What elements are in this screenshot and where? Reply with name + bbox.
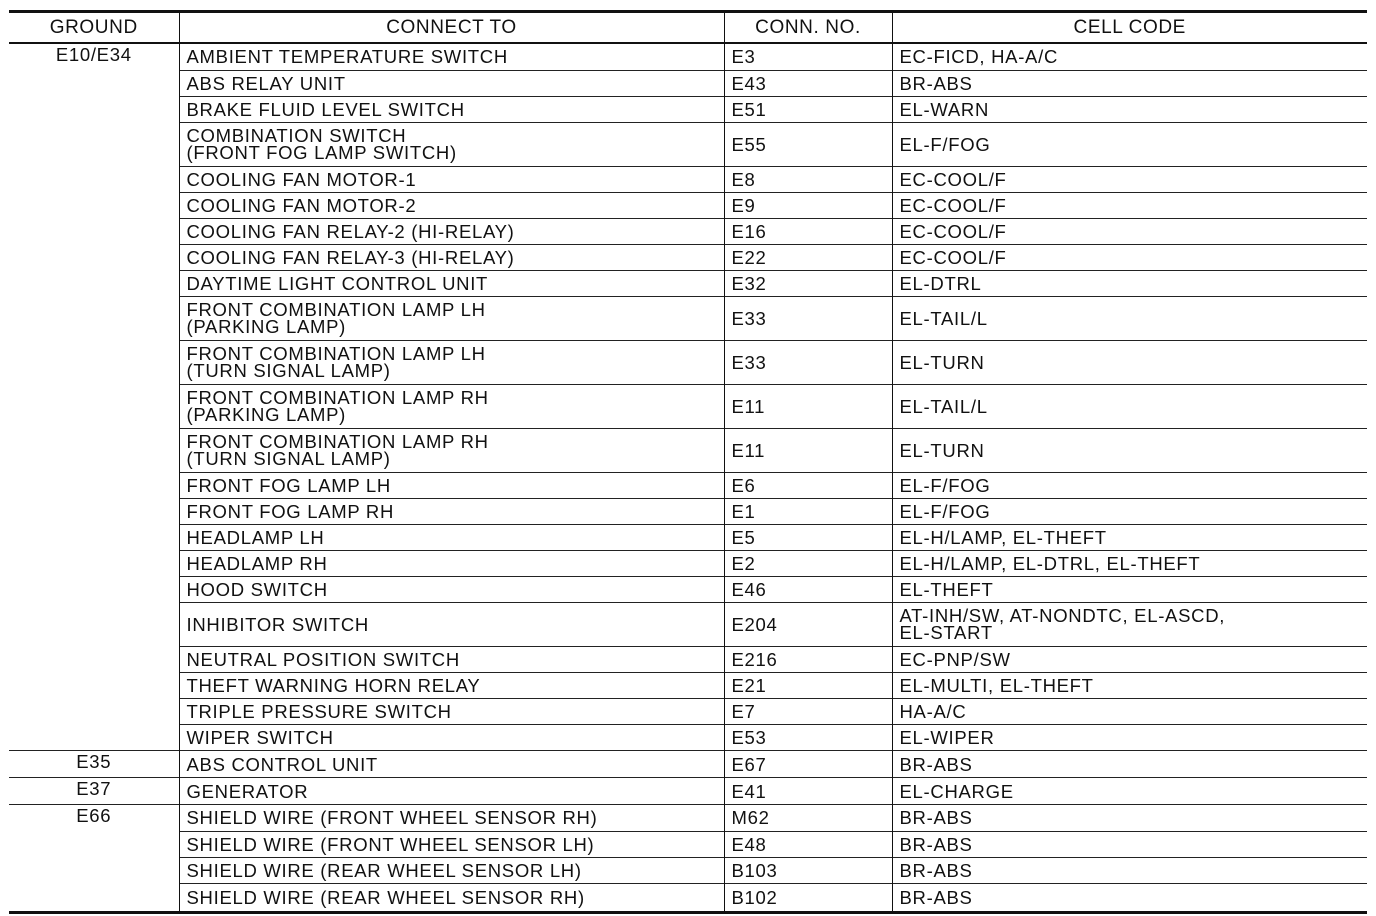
cell-code-cell xyxy=(892,724,1367,751)
cell-code-cell xyxy=(892,218,1367,244)
cell-code-cell xyxy=(892,698,1367,724)
conn-no-cell xyxy=(724,218,892,244)
ground-code: E66 xyxy=(76,805,112,826)
cell-code-cell xyxy=(892,96,1367,122)
ground-cell xyxy=(9,602,179,646)
connect-to-text: AMBIENT TEMPERATURE SWITCH xyxy=(186,46,508,68)
table-row xyxy=(9,384,1367,428)
connect-to-text: FRONT FOG LAMP LH xyxy=(186,474,391,496)
connect-to-cell xyxy=(179,602,724,646)
connect-to-cell xyxy=(179,524,724,550)
connect-to-text: (PARKING LAMP) xyxy=(186,404,347,425)
conn-no-cell xyxy=(724,498,892,524)
cell-code-text: BR-ABS xyxy=(899,833,973,855)
ground-cell xyxy=(9,672,179,698)
ground-code: E10/E34 xyxy=(55,44,132,65)
cell-code-text: EL-WARN xyxy=(899,98,990,120)
connect-to-text: SHIELD WIRE (FRONT WHEEL SENSOR LH) xyxy=(186,833,595,855)
cell-code-cell xyxy=(892,122,1367,166)
conn-no-text: B102 xyxy=(731,886,778,908)
conn-no-cell xyxy=(724,96,892,122)
cell-code-text: EC-COOL/F xyxy=(899,194,1007,216)
ground-cell xyxy=(9,751,179,778)
table-row xyxy=(9,778,1367,805)
connect-to-text: THEFT WARNING HORN RELAY xyxy=(186,674,481,696)
conn-no-cell xyxy=(724,831,892,857)
cell-code-text: EC-COOL/F xyxy=(899,246,1007,268)
conn-no-text: E46 xyxy=(731,578,767,600)
ground-code: E35 xyxy=(76,751,112,772)
connect-to-cell xyxy=(179,340,724,384)
cell-code-text: EC-PNP/SW xyxy=(899,648,1011,670)
table-row xyxy=(9,646,1367,672)
connect-to-text: SHIELD WIRE (REAR WHEEL SENSOR LH) xyxy=(186,859,582,881)
table-row xyxy=(9,550,1367,576)
connect-to-cell xyxy=(179,724,724,751)
conn-no-text: E53 xyxy=(731,726,767,748)
cell-code-cell xyxy=(892,70,1367,96)
connect-to-text: HEADLAMP RH xyxy=(186,552,328,574)
ground-cell xyxy=(9,550,179,576)
cell-code-text: HA-A/C xyxy=(899,700,967,722)
conn-no-text: E55 xyxy=(731,133,767,155)
connect-to-cell xyxy=(179,70,724,96)
cell-code-cell xyxy=(892,602,1367,646)
connect-to-cell xyxy=(179,428,724,472)
conn-no-cell xyxy=(724,70,892,96)
cell-code-text: EL-H/LAMP, EL-THEFT xyxy=(899,526,1107,548)
table-row xyxy=(9,244,1367,270)
ground-cell xyxy=(9,70,179,96)
conn-no-text: E1 xyxy=(731,500,756,522)
ground-cell xyxy=(9,805,179,832)
connect-to-text: NEUTRAL POSITION SWITCH xyxy=(186,648,460,670)
ground-cell xyxy=(9,384,179,428)
cell-code-cell xyxy=(892,576,1367,602)
connect-to-cell xyxy=(179,192,724,218)
cell-code-text: EL-TAIL/L xyxy=(899,395,988,417)
ground-cell xyxy=(9,166,179,192)
connect-to-text: BRAKE FLUID LEVEL SWITCH xyxy=(186,98,465,120)
connect-to-text: FRONT FOG LAMP RH xyxy=(186,500,395,522)
conn-no-text: E8 xyxy=(731,168,756,190)
connect-to-text: FRONT COMBINATION LAMP RH xyxy=(186,387,489,408)
header-conn-no: CONN. NO. xyxy=(724,12,892,44)
connect-to-text: HOOD SWITCH xyxy=(186,578,328,600)
connect-to-text: (TURN SIGNAL LAMP) xyxy=(186,360,391,381)
connect-to-text: HEADLAMP LH xyxy=(186,526,325,548)
connect-to-cell xyxy=(179,96,724,122)
connect-to-text: COOLING FAN RELAY-2 (HI-RELAY) xyxy=(186,220,515,242)
cell-code-text: EC-COOL/F xyxy=(899,220,1007,242)
ground-cell xyxy=(9,576,179,602)
conn-no-text: E6 xyxy=(731,474,756,496)
conn-no-text: E11 xyxy=(731,439,766,461)
connect-to-cell xyxy=(179,166,724,192)
connect-to-text: COOLING FAN MOTOR-2 xyxy=(186,194,417,216)
table-row xyxy=(9,498,1367,524)
conn-no-text: E16 xyxy=(731,220,767,242)
ground-cell xyxy=(9,244,179,270)
table-row xyxy=(9,602,1367,646)
conn-no-text: E11 xyxy=(731,395,766,417)
cell-code-text: EL-MULTI, EL-THEFT xyxy=(899,674,1094,696)
conn-no-cell xyxy=(724,778,892,805)
ground-distribution-table-page xyxy=(9,10,1367,914)
connect-to-text: TRIPLE PRESSURE SWITCH xyxy=(186,700,452,722)
conn-no-text: E51 xyxy=(731,98,767,120)
cell-code-text: BR-ABS xyxy=(899,886,973,908)
connect-to-cell xyxy=(179,805,724,832)
conn-no-cell xyxy=(724,192,892,218)
cell-code-cell xyxy=(892,672,1367,698)
connect-to-cell xyxy=(179,646,724,672)
conn-no-text: E216 xyxy=(731,648,778,670)
cell-code-text: AT-INH/SW, AT-NONDTC, EL-ASCD, xyxy=(899,605,1226,626)
ground-cell xyxy=(9,218,179,244)
cell-code-cell xyxy=(892,524,1367,550)
table-row xyxy=(9,166,1367,192)
conn-no-cell xyxy=(724,428,892,472)
conn-no-cell xyxy=(724,296,892,340)
conn-no-text: E5 xyxy=(731,526,756,548)
conn-no-cell xyxy=(724,384,892,428)
cell-code-text: BR-ABS xyxy=(899,72,973,94)
table-row xyxy=(9,43,1367,70)
conn-no-text: E22 xyxy=(731,246,767,268)
connect-to-cell xyxy=(179,751,724,778)
cell-code-cell xyxy=(892,883,1367,913)
cell-code-cell xyxy=(892,831,1367,857)
cell-code-text: EL-TURN xyxy=(899,351,985,373)
connect-to-text: DAYTIME LIGHT CONTROL UNIT xyxy=(186,272,489,294)
ground-cell xyxy=(9,296,179,340)
connect-to-cell xyxy=(179,778,724,805)
connect-to-cell xyxy=(179,472,724,498)
ground-code: E37 xyxy=(76,778,112,799)
conn-no-text: E9 xyxy=(731,194,756,216)
cell-code-cell xyxy=(892,857,1367,883)
conn-no-cell xyxy=(724,857,892,883)
cell-code-cell xyxy=(892,778,1367,805)
connect-to-cell xyxy=(179,270,724,296)
cell-code-text: EL-F/FOG xyxy=(899,474,991,496)
conn-no-text: E2 xyxy=(731,552,756,574)
header-row xyxy=(9,12,1367,44)
connect-to-cell xyxy=(179,857,724,883)
cell-code-cell xyxy=(892,805,1367,832)
conn-no-text: E3 xyxy=(731,46,756,68)
cell-code-text: EL-TURN xyxy=(899,439,985,461)
ground-cell xyxy=(9,192,179,218)
ground-cell xyxy=(9,270,179,296)
table-row xyxy=(9,70,1367,96)
ground-cell xyxy=(9,778,179,805)
connect-to-cell xyxy=(179,831,724,857)
conn-no-text: E41 xyxy=(731,780,767,802)
conn-no-text: E48 xyxy=(731,833,767,855)
table-row xyxy=(9,428,1367,472)
table-row xyxy=(9,698,1367,724)
cell-code-text: BR-ABS xyxy=(899,753,973,775)
cell-code-text: BR-ABS xyxy=(899,807,973,829)
cell-code-cell xyxy=(892,340,1367,384)
conn-no-text: B103 xyxy=(731,859,778,881)
cell-code-text: EC-FICD, HA-A/C xyxy=(899,46,1058,68)
conn-no-cell xyxy=(724,751,892,778)
connect-to-text: WIPER SWITCH xyxy=(186,726,334,748)
cell-code-text: EC-COOL/F xyxy=(899,168,1007,190)
ground-cell xyxy=(9,472,179,498)
conn-no-text: E33 xyxy=(731,351,767,373)
cell-code-cell xyxy=(892,498,1367,524)
table-row xyxy=(9,576,1367,602)
ground-cell xyxy=(9,340,179,384)
ground-cell xyxy=(9,831,179,857)
ground-cell xyxy=(9,122,179,166)
conn-no-cell xyxy=(724,724,892,751)
table-row xyxy=(9,857,1367,883)
table-row xyxy=(9,805,1367,832)
table-row xyxy=(9,724,1367,751)
conn-no-text: E32 xyxy=(731,272,767,294)
connect-to-cell xyxy=(179,384,724,428)
ground-cell xyxy=(9,698,179,724)
ground-cell xyxy=(9,498,179,524)
connect-to-text: (FRONT FOG LAMP SWITCH) xyxy=(186,142,457,163)
cell-code-cell xyxy=(892,296,1367,340)
header-ground: GROUND xyxy=(9,12,179,44)
connect-to-cell xyxy=(179,550,724,576)
connect-to-text: ABS RELAY UNIT xyxy=(186,72,346,94)
conn-no-cell xyxy=(724,270,892,296)
connect-to-cell xyxy=(179,296,724,340)
connect-to-cell xyxy=(179,883,724,913)
cell-code-cell xyxy=(892,550,1367,576)
cell-code-text: EL-WIPER xyxy=(899,726,995,748)
conn-no-cell xyxy=(724,244,892,270)
conn-no-cell xyxy=(724,166,892,192)
connect-to-text: FRONT COMBINATION LAMP RH xyxy=(186,431,489,452)
cell-code-text: EL-F/FOG xyxy=(899,500,991,522)
header-connect-to: CONNECT TO xyxy=(179,12,724,44)
connect-to-cell xyxy=(179,672,724,698)
cell-code-text: EL-CHARGE xyxy=(899,780,1014,802)
cell-code-cell xyxy=(892,192,1367,218)
conn-no-cell xyxy=(724,646,892,672)
cell-code-text: EL-TAIL/L xyxy=(899,307,988,329)
connect-to-text: COMBINATION SWITCH xyxy=(186,125,407,146)
table-row xyxy=(9,122,1367,166)
table-row xyxy=(9,751,1367,778)
cell-code-text: EL-THEFT xyxy=(899,578,994,600)
conn-no-cell xyxy=(724,550,892,576)
connect-to-text: ABS CONTROL UNIT xyxy=(186,753,378,775)
cell-code-cell xyxy=(892,244,1367,270)
conn-no-text: E204 xyxy=(731,613,778,635)
conn-no-cell xyxy=(724,602,892,646)
connect-to-text: COOLING FAN RELAY-3 (HI-RELAY) xyxy=(186,246,515,268)
cell-code-cell xyxy=(892,428,1367,472)
table-row xyxy=(9,270,1367,296)
ground-cell xyxy=(9,524,179,550)
ground-cell xyxy=(9,428,179,472)
ground-cell xyxy=(9,43,179,70)
conn-no-text: M62 xyxy=(731,807,770,829)
conn-no-text: E7 xyxy=(731,700,756,722)
connect-to-cell xyxy=(179,122,724,166)
connect-to-text: SHIELD WIRE (FRONT WHEEL SENSOR RH) xyxy=(186,807,598,829)
conn-no-cell xyxy=(724,805,892,832)
connect-to-cell xyxy=(179,498,724,524)
table-row xyxy=(9,296,1367,340)
conn-no-cell xyxy=(724,472,892,498)
table-body xyxy=(9,43,1367,913)
table-row xyxy=(9,672,1367,698)
table-row xyxy=(9,831,1367,857)
ground-cell xyxy=(9,96,179,122)
conn-no-cell xyxy=(724,122,892,166)
conn-no-text: E21 xyxy=(731,674,767,696)
conn-no-cell xyxy=(724,524,892,550)
table-row xyxy=(9,340,1367,384)
cell-code-cell xyxy=(892,43,1367,70)
connect-to-cell xyxy=(179,576,724,602)
connect-to-cell xyxy=(179,218,724,244)
connect-to-text: FRONT COMBINATION LAMP LH xyxy=(186,343,486,364)
cell-code-text: EL-DTRL xyxy=(899,272,982,294)
connect-to-cell xyxy=(179,43,724,70)
table-row xyxy=(9,524,1367,550)
cell-code-cell xyxy=(892,472,1367,498)
cell-code-cell xyxy=(892,166,1367,192)
conn-no-text: E43 xyxy=(731,72,767,94)
cell-code-cell xyxy=(892,270,1367,296)
connect-to-text: FRONT COMBINATION LAMP LH xyxy=(186,299,486,320)
header-cell-code: CELL CODE xyxy=(892,12,1367,44)
connect-to-cell xyxy=(179,244,724,270)
conn-no-cell xyxy=(724,340,892,384)
table-row xyxy=(9,883,1367,913)
cell-code-text: EL-START xyxy=(899,622,993,643)
connect-to-text: (TURN SIGNAL LAMP) xyxy=(186,448,391,469)
cell-code-text: BR-ABS xyxy=(899,859,973,881)
cell-code-text: EL-H/LAMP, EL-DTRL, EL-THEFT xyxy=(899,552,1201,574)
table-row xyxy=(9,96,1367,122)
cell-code-cell xyxy=(892,384,1367,428)
conn-no-cell xyxy=(724,698,892,724)
connect-to-text: GENERATOR xyxy=(186,780,309,802)
cell-code-text: EL-F/FOG xyxy=(899,133,991,155)
conn-no-cell xyxy=(724,576,892,602)
connect-to-text: COOLING FAN MOTOR-1 xyxy=(186,168,417,190)
conn-no-cell xyxy=(724,672,892,698)
ground-cell xyxy=(9,883,179,913)
table-row xyxy=(9,472,1367,498)
ground-distribution-table xyxy=(9,10,1367,914)
connect-to-text: SHIELD WIRE (REAR WHEEL SENSOR RH) xyxy=(186,886,585,908)
ground-cell xyxy=(9,857,179,883)
cell-code-cell xyxy=(892,751,1367,778)
table-row xyxy=(9,192,1367,218)
ground-cell xyxy=(9,724,179,751)
table-row xyxy=(9,218,1367,244)
conn-no-cell xyxy=(724,883,892,913)
conn-no-text: E67 xyxy=(731,753,767,775)
cell-code-cell xyxy=(892,646,1367,672)
connect-to-cell xyxy=(179,698,724,724)
conn-no-text: E33 xyxy=(731,307,767,329)
connect-to-text: INHIBITOR SWITCH xyxy=(186,613,369,635)
table-header xyxy=(9,12,1367,44)
connect-to-text: (PARKING LAMP) xyxy=(186,316,347,337)
ground-cell xyxy=(9,646,179,672)
conn-no-cell xyxy=(724,43,892,70)
